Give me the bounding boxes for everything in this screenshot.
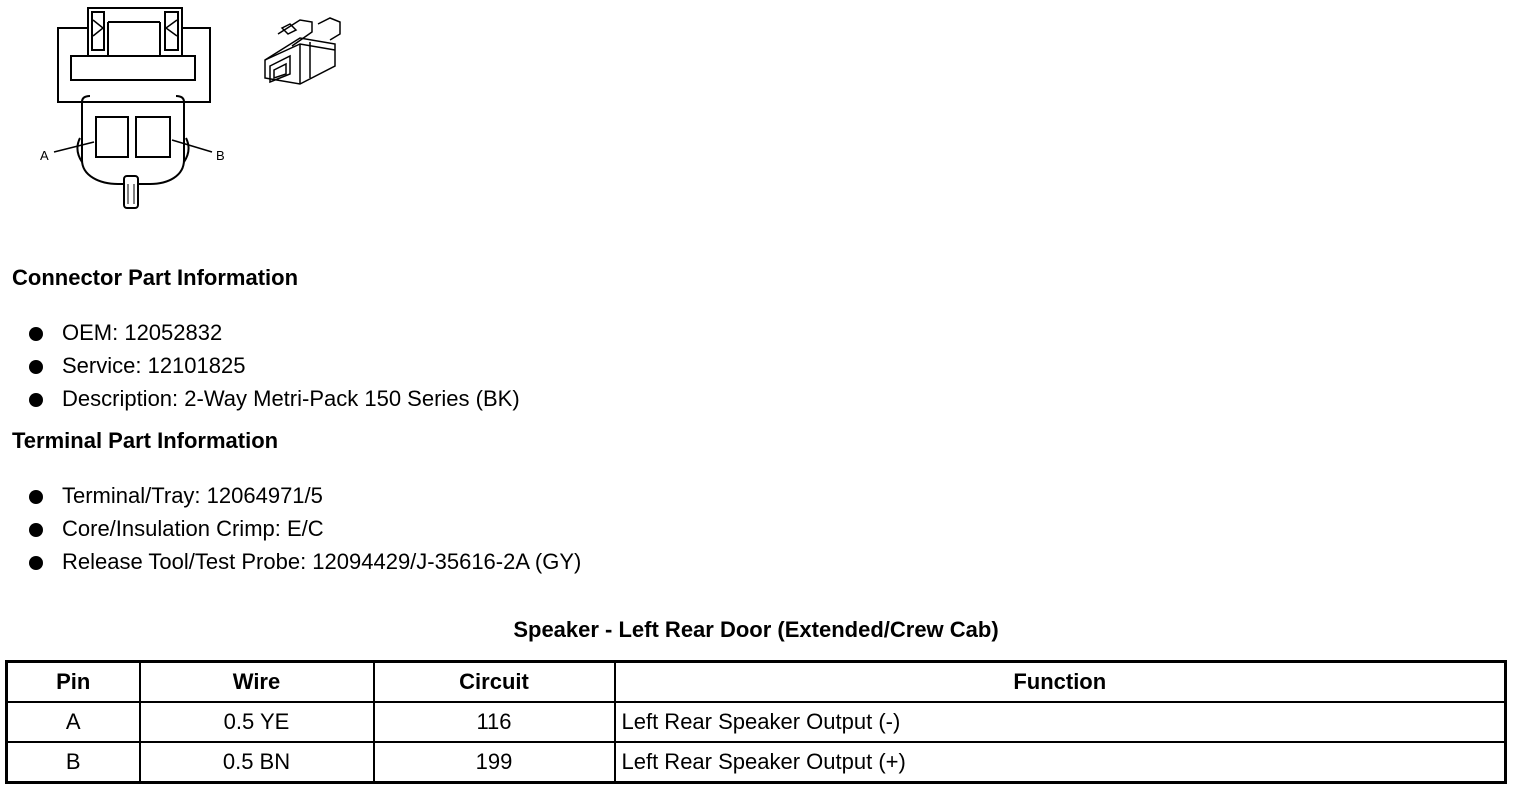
table-row	[7, 702, 1506, 742]
function-cell: Left Rear Speaker Output (+)	[615, 742, 1506, 783]
release-tool-text: Release Tool/Test Probe: 12094429/J-35616-2A (GY)	[62, 549, 582, 574]
pin-cell: B	[7, 742, 140, 783]
header-pin: Pin	[7, 662, 140, 703]
bullet-icon	[29, 393, 43, 407]
bullet-icon	[29, 490, 43, 504]
crimp-text: Core/Insulation Crimp: E/C	[62, 516, 324, 541]
terminal-tray-text: Terminal/Tray: 12064971/5	[62, 483, 323, 508]
pin-b-cavity	[136, 117, 170, 157]
circuit-cell: 116	[374, 702, 615, 742]
bullet-icon	[29, 360, 43, 374]
pin-table-title: Speaker - Left Rear Door (Extended/Crew Cab)	[513, 617, 999, 642]
pin-a-cavity	[96, 117, 128, 157]
terminal-part-info-heading: Terminal Part Information	[12, 428, 279, 453]
table-row	[7, 742, 1506, 783]
locking-tab	[124, 176, 138, 208]
header-wire: Wire	[140, 662, 374, 703]
service-part-text: Service: 12101825	[62, 353, 246, 378]
pin-table	[5, 660, 1507, 784]
wire-cell: 0.5 YE	[140, 702, 374, 742]
bullet-icon	[29, 523, 43, 537]
pin-b-label: B	[216, 148, 225, 163]
connector-part-info-heading: Connector Part Information	[12, 265, 299, 290]
header-function: Function	[615, 662, 1506, 703]
bullet-icon	[29, 327, 43, 341]
bullet-icon	[29, 556, 43, 570]
oem-part-text: OEM: 12052832	[62, 320, 223, 345]
wire-cell: 0.5 BN	[140, 742, 374, 783]
header-circuit: Circuit	[374, 662, 615, 703]
pin-cell: A	[7, 702, 140, 742]
connector-face-view	[54, 8, 212, 208]
connector-isometric-view	[265, 18, 340, 84]
pin-a-label: A	[40, 148, 49, 163]
connector-diagram	[0, 0, 380, 230]
function-cell: Left Rear Speaker Output (-)	[615, 702, 1506, 742]
pin-a-leader	[54, 142, 94, 152]
description-text: Description: 2-Way Metri-Pack 150 Series (BK)	[62, 386, 520, 411]
pin-b-leader	[172, 140, 212, 152]
table-header-row	[7, 662, 1506, 703]
circuit-cell: 199	[374, 742, 615, 783]
